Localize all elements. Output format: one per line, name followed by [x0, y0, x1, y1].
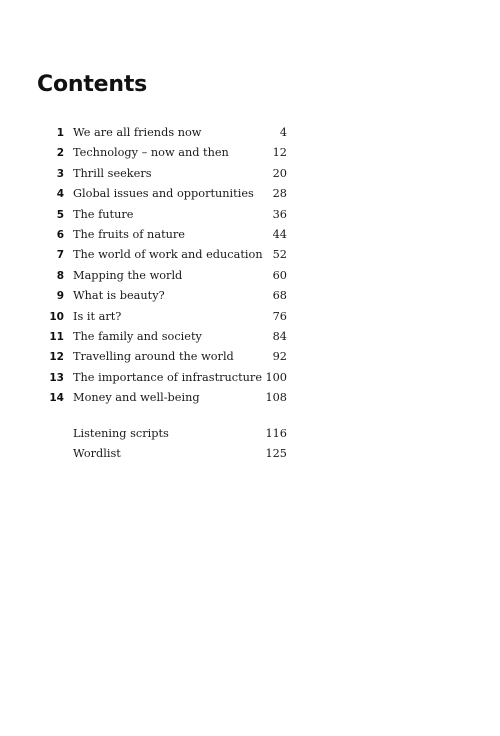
unit-number: 3: [56, 167, 64, 180]
unit-number: 5: [56, 208, 64, 221]
unit-title: Thrill seekers: [73, 166, 152, 180]
toc-row[interactable]: [0, 184, 500, 204]
page-number: 4: [279, 126, 287, 139]
unit-number: 8: [56, 269, 64, 282]
unit-title: What is beauty?: [73, 289, 165, 303]
page-number: 108: [265, 391, 287, 405]
toc-row[interactable]: [0, 286, 500, 306]
extras-list: [0, 424, 500, 465]
page-number: 84: [272, 329, 287, 343]
toc-row[interactable]: [0, 347, 500, 367]
unit-title: Technology – now and then: [73, 146, 229, 160]
page-number: 116: [265, 427, 287, 440]
unit-title: Travelling around the world: [73, 350, 234, 364]
unit-title: Global issues and opportunities: [73, 187, 254, 201]
unit-number: 1: [56, 127, 64, 139]
unit-number: 6: [56, 228, 64, 241]
page-number: 76: [272, 309, 287, 323]
toc-row[interactable]: [0, 307, 500, 327]
toc-row[interactable]: [0, 245, 500, 265]
toc-row[interactable]: [0, 225, 500, 245]
toc-row[interactable]: [0, 123, 500, 143]
unit-number: 14: [49, 392, 64, 405]
extra-title: Listening scripts: [73, 427, 169, 440]
page-number: 44: [272, 227, 287, 241]
page-title: Contents: [37, 72, 148, 97]
unit-number: 4: [56, 188, 64, 201]
page-number: 100: [265, 370, 287, 384]
unit-title: Money and well-being: [73, 391, 200, 405]
unit-number: 11: [49, 330, 64, 343]
page-number: 68: [272, 289, 287, 303]
page-number: 125: [265, 447, 287, 461]
page-number: 20: [272, 166, 287, 180]
unit-number: 12: [49, 351, 64, 364]
page-number: 60: [272, 268, 287, 282]
unit-title: The family and society: [73, 329, 202, 343]
toc-row[interactable]: [0, 205, 500, 225]
page-number: 52: [272, 248, 287, 262]
toc-row[interactable]: [0, 327, 500, 347]
toc-row[interactable]: [0, 266, 500, 286]
unit-title: The importance of infrastructure: [73, 370, 263, 384]
unit-number: 7: [56, 249, 64, 262]
unit-title: The future: [73, 207, 134, 221]
unit-number: 9: [56, 290, 64, 303]
toc-row-extra[interactable]: [0, 424, 500, 444]
unit-title: The fruits of nature: [73, 227, 185, 241]
toc-row[interactable]: [0, 388, 500, 408]
unit-title: Is it art?: [73, 309, 122, 323]
unit-number: 13: [49, 371, 64, 384]
page-number: 28: [272, 187, 287, 201]
page-number: 36: [272, 207, 287, 221]
toc-row[interactable]: [0, 143, 500, 163]
toc-row[interactable]: [0, 164, 500, 184]
unit-title: Mapping the world: [73, 268, 183, 282]
extra-title: Wordlist: [73, 447, 121, 461]
page-number: 92: [272, 350, 287, 364]
unit-title: The world of work and education: [73, 248, 263, 262]
unit-list: [0, 123, 500, 408]
unit-number: 2: [56, 147, 64, 160]
toc-row[interactable]: [0, 368, 500, 388]
page-number: 12: [272, 146, 287, 160]
unit-title: We are all friends now: [73, 126, 202, 139]
unit-number: 10: [49, 310, 64, 323]
toc-row-extra[interactable]: [0, 444, 500, 464]
